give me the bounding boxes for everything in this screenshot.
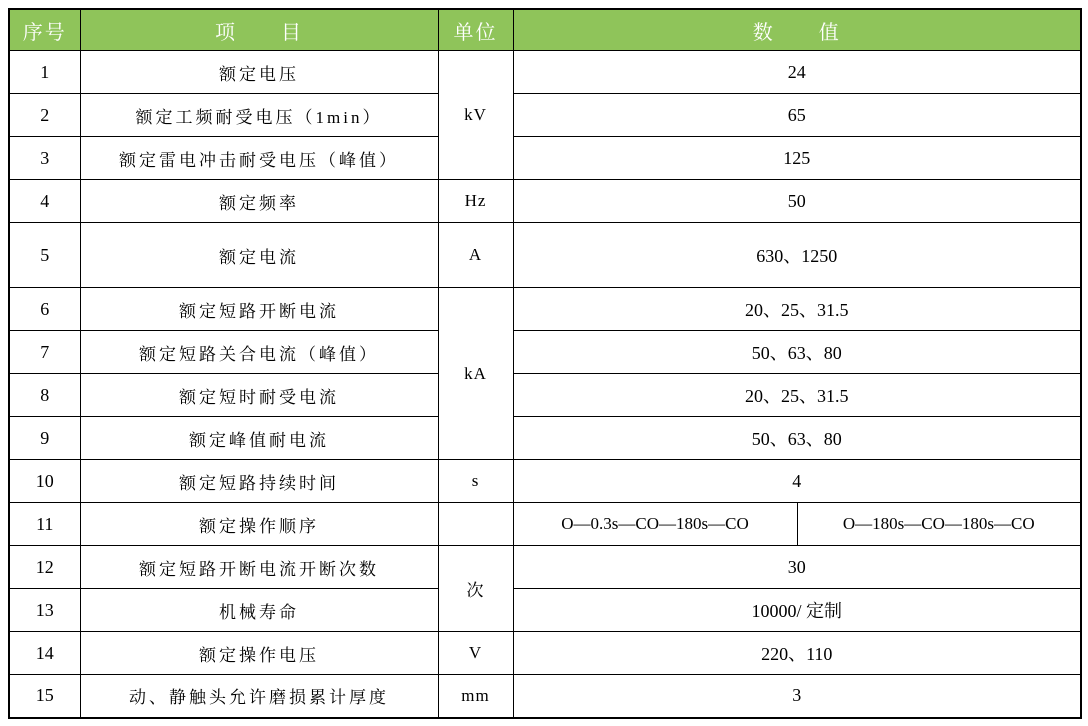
item-cell: 额定频率 — [80, 180, 438, 223]
header-item: 项 目 — [80, 9, 438, 51]
table-row — [9, 223, 1081, 288]
value-cell: 20、25、31.5 — [513, 288, 1081, 331]
item-cell: 额定工频耐受电压（1min） — [80, 94, 438, 137]
item-cell: 额定短路持续时间 — [80, 460, 438, 503]
unit-cell-hz: Hz — [438, 180, 513, 223]
unit-cell-ci: 次 — [438, 546, 513, 632]
value-cell: 50、63、80 — [513, 331, 1081, 374]
table-row — [9, 632, 1081, 675]
item-cell: 额定雷电冲击耐受电压（峰值） — [80, 137, 438, 180]
unit-cell-ka: kA — [438, 288, 513, 460]
row-no: 9 — [9, 417, 80, 460]
table-row — [9, 417, 1081, 460]
row-no: 4 — [9, 180, 80, 223]
item-cell: 额定短路开断电流 — [80, 288, 438, 331]
item-cell: 额定电流 — [80, 223, 438, 288]
item-cell: 额定短路关合电流（峰值） — [80, 331, 438, 374]
row-no: 11 — [9, 503, 80, 546]
header-value: 数 值 — [513, 9, 1081, 51]
table-row — [9, 180, 1081, 223]
unit-cell-empty — [438, 503, 513, 546]
unit-cell-s: s — [438, 460, 513, 503]
row-no: 15 — [9, 675, 80, 718]
row-no: 5 — [9, 223, 80, 288]
header-no: 序号 — [9, 9, 80, 51]
unit-cell-kv: kV — [438, 51, 513, 180]
unit-cell-v: V — [438, 632, 513, 675]
table-row — [9, 331, 1081, 374]
table-row — [9, 460, 1081, 503]
spec-table — [8, 8, 1082, 719]
row-no: 10 — [9, 460, 80, 503]
table-row — [9, 137, 1081, 180]
item-cell: 额定短时耐受电流 — [80, 374, 438, 417]
value-cell-sequence-b: O—180s—CO—180s—CO — [797, 503, 1081, 546]
value-cell: 50 — [513, 180, 1081, 223]
table-row — [9, 51, 1081, 94]
item-cell: 额定短路开断电流开断次数 — [80, 546, 438, 589]
row-no: 13 — [9, 589, 80, 632]
value-cell: 24 — [513, 51, 1081, 94]
item-cell: 额定操作顺序 — [80, 503, 438, 546]
row-no: 14 — [9, 632, 80, 675]
value-cell: 10000/ 定制 — [513, 589, 1081, 632]
table-row — [9, 288, 1081, 331]
value-cell: 50、63、80 — [513, 417, 1081, 460]
row-no: 12 — [9, 546, 80, 589]
table-row — [9, 374, 1081, 417]
value-cell-sequence-a: O—0.3s—CO—180s—CO — [513, 503, 797, 546]
unit-cell-mm: mm — [438, 675, 513, 718]
item-cell: 额定操作电压 — [80, 632, 438, 675]
row-no: 2 — [9, 94, 80, 137]
item-cell: 动、静触头允许磨损累计厚度 — [80, 675, 438, 718]
row-no: 3 — [9, 137, 80, 180]
value-cell: 220、110 — [513, 632, 1081, 675]
item-cell: 额定峰值耐电流 — [80, 417, 438, 460]
table-row — [9, 546, 1081, 589]
value-cell: 3 — [513, 675, 1081, 718]
row-no: 1 — [9, 51, 80, 94]
value-cell: 4 — [513, 460, 1081, 503]
row-no: 6 — [9, 288, 80, 331]
value-cell: 30 — [513, 546, 1081, 589]
table-row — [9, 589, 1081, 632]
row-no: 7 — [9, 331, 80, 374]
value-cell: 20、25、31.5 — [513, 374, 1081, 417]
value-cell: 65 — [513, 94, 1081, 137]
item-cell: 额定电压 — [80, 51, 438, 94]
table-row — [9, 675, 1081, 718]
item-cell: 机械寿命 — [80, 589, 438, 632]
table-row — [9, 94, 1081, 137]
unit-cell-a: A — [438, 223, 513, 288]
header-unit: 单位 — [438, 9, 513, 51]
value-cell: 125 — [513, 137, 1081, 180]
row-no: 8 — [9, 374, 80, 417]
header-row — [9, 9, 1081, 51]
value-cell: 630、1250 — [513, 223, 1081, 288]
table-row — [9, 503, 1081, 546]
